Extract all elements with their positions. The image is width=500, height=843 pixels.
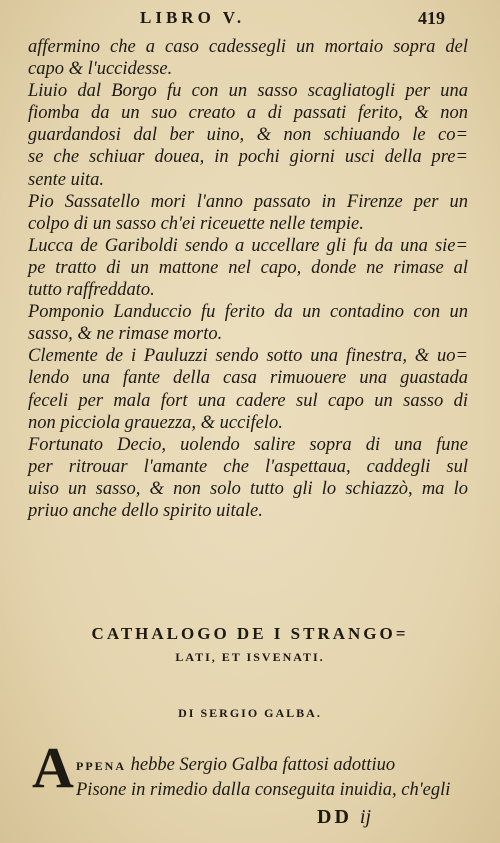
text-line: uiso un sasso, & non solo tutto gli lo schiazzò, ma lo [28,478,468,499]
drop-cap: A [32,735,74,800]
entry-liuio [28,80,468,190]
page-header [0,6,500,36]
text-line: Lucca de Gariboldi sendo a uccellare gli fu da una sie= [28,235,468,256]
entry-pio [28,191,468,235]
text-line: Pio Sassatello mori l'anno passato in Firenze per un [28,191,468,212]
text-line: Clemente de i Pauluzzi sendo sotto una finestra, & uo= [28,346,468,367]
running-head: LIBRO V. [140,8,246,27]
text-line: Pisone in rimedio dalla conseguita inuidia, ch'egli [76,780,451,800]
lead-word: PPENA [76,759,126,773]
text-line: priuo anche dello spirito uitale. [28,500,263,521]
entry-fortunato [28,434,468,522]
section-title [0,624,500,665]
text-line: per ritrouar l'amante che l'aspettaua, caddegli sul [28,456,468,477]
final-paragraph-lines [76,753,472,802]
text-line: pe tratto di un mattone nel capo, donde ne rimase al [28,257,468,278]
signature-suffix: ij [359,806,372,828]
text-line: non picciola grauezza, & uccifelo. [28,412,283,433]
text-line: affermino che a caso cadessegli un mortaio sopra del [28,37,468,57]
text-line: Fortunato Decio, uolendo salire sopra di una fune [28,434,468,455]
page-number: 419 [418,8,445,28]
section-subtitle: DI SERGIO GALBA. [178,706,322,720]
text-line: se che schiuar douea, in pochi giorni usci della pre= [28,147,468,168]
text-line: capo & l'uccidesse. [28,59,173,80]
text-line: feceli per mala fort una cadere sul capo un sasso di [28,390,468,411]
section-title-line1: CATHALOGO DE I STRANGO= [91,624,409,643]
line-rest: hebbe Sergio Galba fattosi adottiuo [130,755,396,775]
text-line: sasso, & ne rimase morto. [28,324,223,345]
text-line: sente uita. [28,169,105,190]
text-line [76,753,472,778]
text-line: colpo di un sasso ch'ei riceuette nelle tempie. [28,213,364,234]
entry-lucca [28,235,468,301]
signature-letters: DD [317,806,352,828]
entry-mortaio [28,36,468,80]
text-line: guardandosi dal ber uino, & non schiuando le co= [28,125,468,146]
entry-pomponio [28,301,468,345]
text-line: Liuio dal Borgo fu con un sasso scagliatogli per una [28,81,468,102]
entry-clemente [28,345,468,433]
body-text [28,36,468,522]
signature-mark [317,806,371,829]
text-line: fiomba da un suo creato a di passati ferito, & non [28,103,468,124]
text-line: Pomponio Landuccio fu ferito da un contadino con un [28,302,468,323]
section-title-line2: LATI, ET ISVENATI. [175,650,325,664]
text-line: tutto raffreddato. [28,280,155,301]
text-line: lendo una fante della casa rimuouere una guastada [28,368,468,389]
